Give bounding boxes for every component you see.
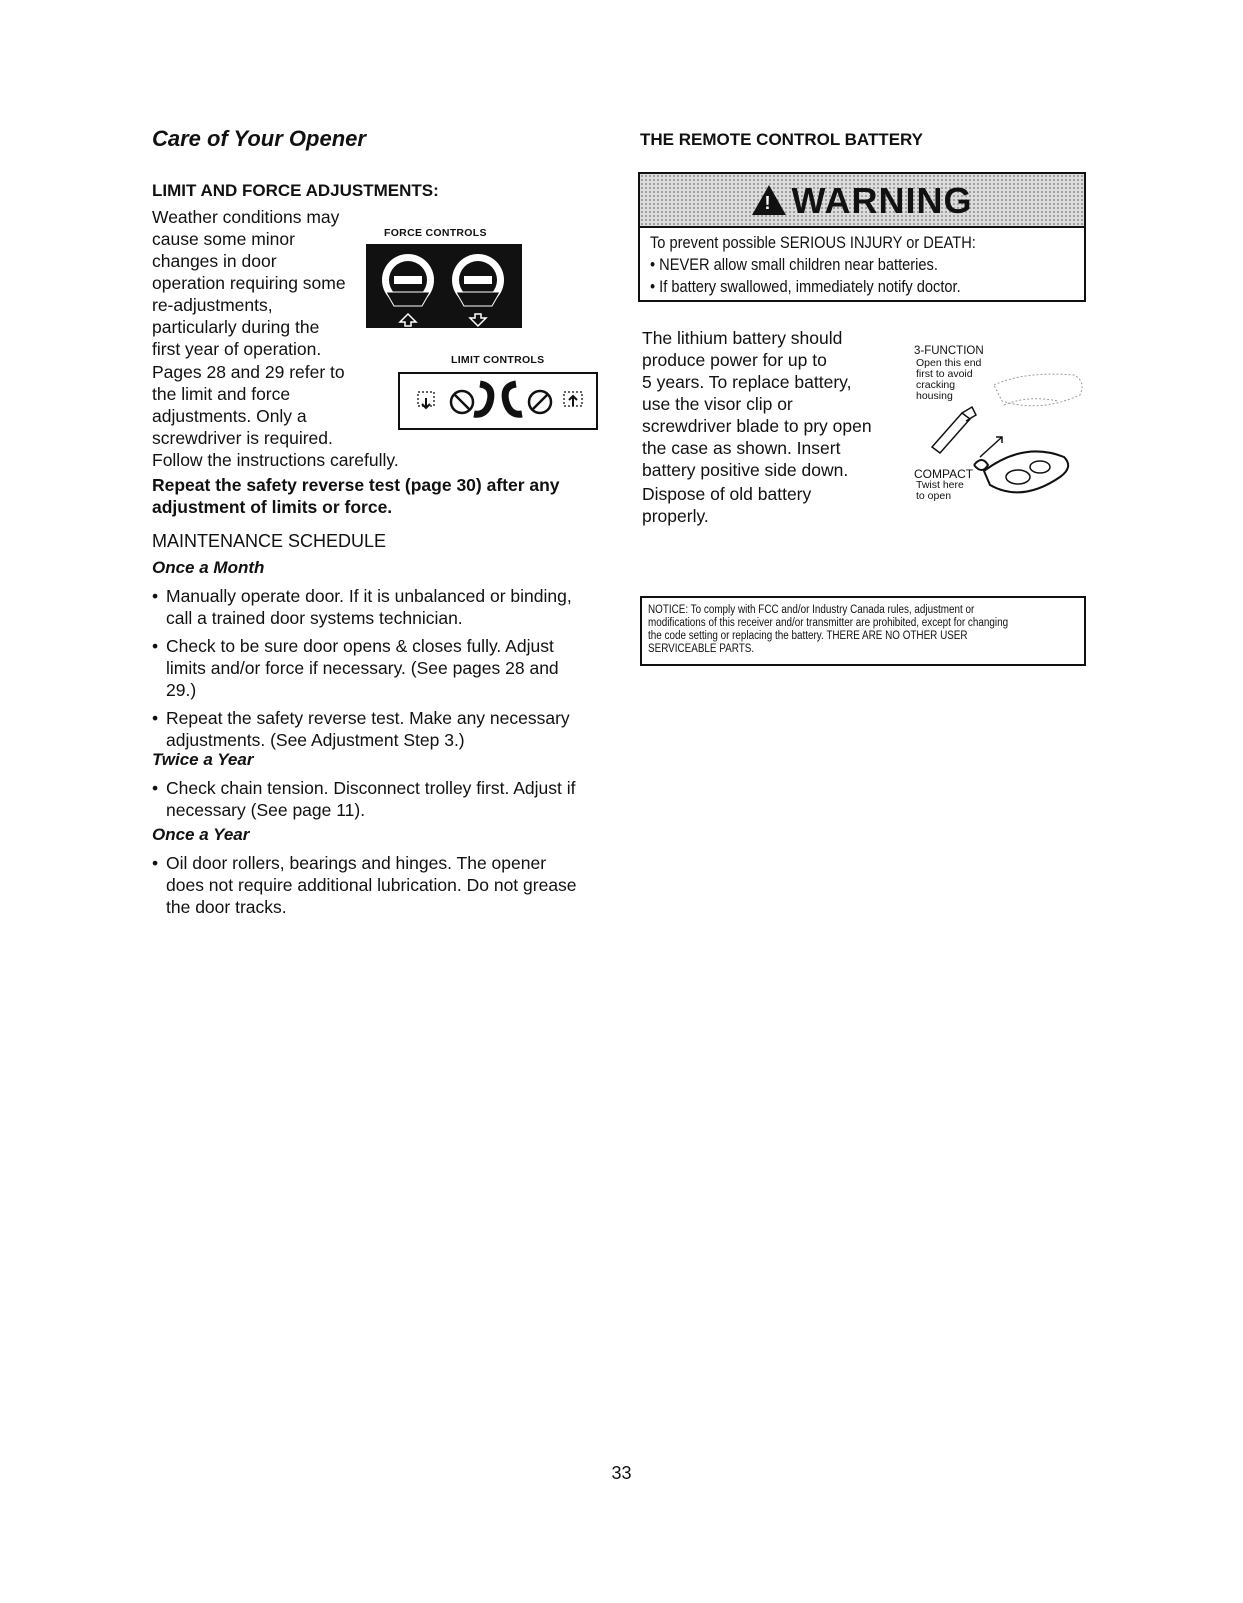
text-line: Twist here [916,479,964,491]
text-line: Dispose of old battery [642,484,812,504]
text-line: the case as shown. Insert [642,438,841,458]
battery-paragraph [642,327,912,481]
force-controls-illustration [366,244,522,328]
list-item: • Oil door rollers, bearings and hinges. The opener does not require additional lubrication. Do not grease the door tracks. [152,852,582,918]
battery-heading: THE REMOTE CONTROL BATTERY [640,130,924,149]
page-number: 33 [611,1463,632,1483]
month-list [152,585,592,757]
text-line: the code setting or replacing the battery. THERE ARE NO OTHER USER [648,630,968,642]
text-line: modifications of this receiver and/or transmitter are prohibited, except for changing [648,617,1009,629]
figure-label-3function: 3-FUNCTION [914,345,984,357]
repeat-warning-text [152,474,560,518]
warning-header [640,174,1084,228]
text-line: Weather conditions may [152,207,340,227]
text-line: Pages 28 and 29 refer to [152,362,345,382]
warning-title [640,180,1084,222]
text-line: screwdriver is required. [152,428,333,448]
list-item: • Check to be sure door opens & closes fully. Adjust limits and/or force if necessary. (See pages 28 and 29.) [152,635,592,701]
list-item: • Manually operate door. If it is unbalanced or binding, call a trained door systems technician. [152,585,592,629]
fcc-notice-text [648,604,1078,656]
once-month-heading: Once a Month [152,558,265,577]
remote-figure [914,345,1094,520]
text-line: adjustments. Only a [152,406,307,426]
text-line: NOTICE: To comply with FCC and/or Industry Canada rules, adjustment or [648,604,975,616]
text-line: first to avoid [916,368,973,380]
text-line: • NEVER allow small children near batteries. [650,255,938,274]
weather-paragraph [152,206,372,360]
text-line: particularly during the [152,317,320,337]
text-line: operation requiring some [152,273,346,293]
text-line: housing [916,390,953,402]
figure-label-twist [916,480,964,502]
list-item: • Repeat the safety reverse test. Make any necessary adjustments. (See Adjustment Step 3.) [152,707,592,751]
once-year-heading: Once a Year [152,825,250,844]
limit-controls-label: LIMIT CONTROLS [451,354,545,366]
maintenance-heading: MAINTENANCE SCHEDULE [152,531,387,551]
text-line: re-adjustments, [152,295,273,315]
text-line: To prevent possible SERIOUS INJURY or DEATH: [650,233,976,252]
force-dials-icon [366,244,522,328]
figure-label-compact: COMPACT [914,467,974,481]
text-line: screwdriver blade to pry open [642,416,872,436]
text-line: properly. [642,506,709,526]
once-year-list [152,852,582,924]
text-line: Follow the instructions carefully. [152,450,399,470]
twice-year-heading: Twice a Year [152,750,254,769]
fcc-notice-box [640,596,1086,666]
text-line: The lithium battery should [642,328,843,348]
text-line: cracking [916,379,956,391]
force-controls-label: FORCE CONTROLS [384,227,487,239]
text-line: produce power for up to [642,350,827,370]
text-line: changes in door [152,251,277,271]
text-line: to open [916,490,952,502]
text-line: 5 years. To replace battery, [642,372,852,392]
text-line: first year of operation. [152,339,322,359]
warning-title-text: WARNING [791,180,973,221]
pages-paragraph [152,361,572,471]
text-line: Open this end [916,357,982,369]
warning-box [638,172,1086,302]
text-line: cause some minor [152,229,295,249]
text-line: • If battery swallowed, immediately notify doctor. [650,277,961,296]
list-item: • Check chain tension. Disconnect trolley first. Adjust if necessary (See page 11). [152,777,592,821]
text-line: the limit and force [152,384,291,404]
dispose-paragraph [642,483,862,527]
warning-triangle-icon: ! [752,185,786,215]
limit-force-heading: LIMIT AND FORCE ADJUSTMENTS: [152,181,439,200]
warning-body [650,232,1080,298]
text-line: SERVICEABLE PARTS. [648,643,755,655]
text-line: battery positive side down. [642,460,849,480]
text-line: adjustment of limits or force. [152,497,393,517]
twice-year-list [152,777,592,827]
page-title: Care of Your Opener [152,126,366,151]
text-line: use the visor clip or [642,394,793,414]
text-line: Repeat the safety reverse test (page 30) after any [152,475,560,495]
